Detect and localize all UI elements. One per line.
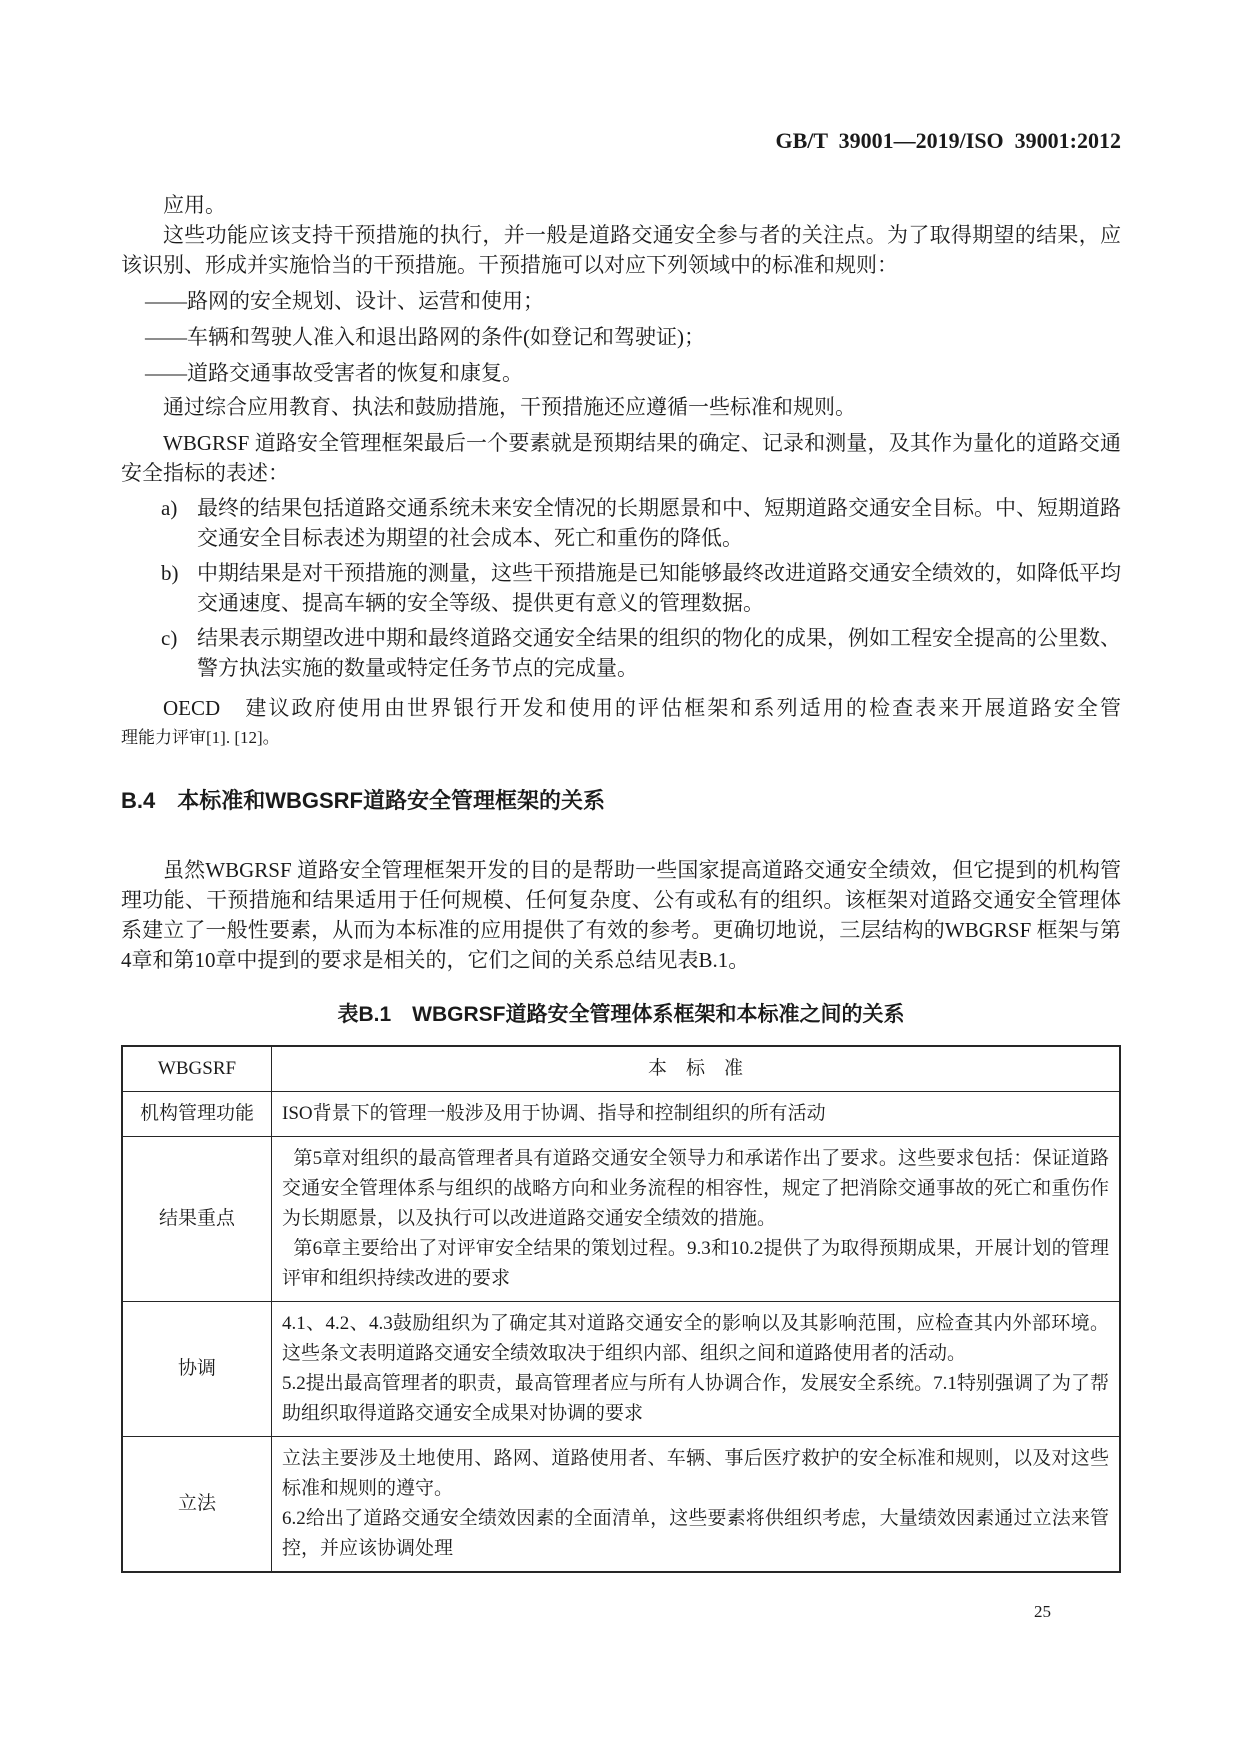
paragraph-wbgrsf: WBGRSF 道路安全管理框架最后一个要素就是预期结果的确定、记录和测量，及其作为量化的道路交通安全指标的表述： — [121, 431, 1121, 485]
list-label: a) — [161, 496, 178, 520]
list-text: 中期结果是对干预措施的测量，这些干预措施是已知能够最终改进道路交通安全绩效的，如降低平均交通速度、提高车辆的安全等级、提供更有意义的管理数据。 — [197, 561, 1121, 615]
table-caption: 表B.1 WBGRSF道路安全管理体系框架和本标准之间的关系 — [337, 1003, 905, 1026]
desc-cell — [272, 1302, 1121, 1437]
table-header-standard: 本 标 准 — [272, 1046, 1121, 1092]
dash-list-item: ——路网的安全规划、设计、运营和使用； — [145, 289, 544, 313]
list-label: c) — [161, 626, 178, 650]
dash-list-item: ——道路交通事故受害者的恢复和康复。 — [145, 361, 523, 385]
paragraph-oecd-line2: 理能力评审[1]. [12]。 — [121, 728, 280, 747]
desc-cell — [272, 1137, 1121, 1302]
term-cell: 结果重点 — [122, 1137, 272, 1302]
paragraph-section-b4: 虽然WBGRSF 道路安全管理框架开发的目的是帮助一些国家提高道路交通安全绩效，但它提到的机构管理功能、干预措施和结果适用于任何规模、任何复杂度、公有或私有的组织。该框架对道路交通安全管理体系建立了一般性要素，从而为本标准的应用提供了有效的参考。更确切地说，三层结构的WBGRSF 框架与第4章和第10章中提到的要求是相关的，它们之间的关系总结见表B.1。 — [121, 858, 1121, 972]
page-number: 25 — [1034, 1602, 1051, 1621]
page-content — [121, 0, 1121, 1573]
list-text: 结果表示期望改进中期和最终道路交通安全结果的组织的物化的成果，例如工程安全提高的公里数、警方执法实施的数量或特定任务节点的完成量。 — [197, 626, 1121, 680]
desc-paragraph: 第5章对组织的最高管理者具有道路交通安全领导力和承诺作出了要求。这些要求包括：保证道路交通安全管理体系与组织的战略方向和业务流程的相容性，规定了把消除交通事故的死亡和重伤作为长期愿景，以及执行可以改进道路交通安全绩效的措施。 — [282, 1148, 1109, 1229]
paragraph-application: 应用。 — [163, 193, 226, 217]
table-row — [122, 1137, 1120, 1302]
table-header-wbgsrf: WBGSRF — [122, 1046, 272, 1092]
desc-paragraph: 第6章主要给出了对评审安全结果的策划过程。9.3和10.2提供了为取得预期成果，开展计划的管理评审和组织持续改进的要求 — [282, 1238, 1109, 1289]
paragraph-oecd-line1: OECD 建议政府使用由世界银行开发和使用的评估框架和系列适用的检查表来开展道路安全管 — [163, 696, 1121, 720]
term-cell: 机构管理功能 — [122, 1092, 272, 1137]
lettered-list-item — [121, 558, 1121, 618]
lettered-list-item — [121, 623, 1121, 683]
term-cell: 立法 — [122, 1437, 272, 1573]
table-row — [122, 1302, 1120, 1437]
table-b1 — [121, 1045, 1121, 1573]
paragraph-education: 通过综合应用教育、执法和鼓励措施，干预措施还应遵循一些标准和规则。 — [163, 395, 856, 419]
term-cell: 协调 — [122, 1302, 272, 1437]
paragraph-intro: 这些功能应该支持干预措施的执行，并一般是道路交通安全参与者的关注点。为了取得期望的结果，应该识别、形成并实施恰当的干预措施。干预措施可以对应下列领域中的标准和规则： — [121, 223, 1121, 277]
desc-paragraph: 6.2给出了道路交通安全绩效因素的全面清单，这些要素将供组织考虑，大量绩效因素通过立法来管控，并应该协调处理 — [282, 1508, 1109, 1559]
section-heading-b4: B.4 本标准和WBGSRF道路安全管理框架的关系 — [121, 788, 606, 813]
table-header-row — [122, 1046, 1120, 1092]
desc-cell — [272, 1437, 1121, 1573]
desc-paragraph: ISO背景下的管理一般涉及用于协调、指导和控制组织的所有活动 — [282, 1103, 826, 1124]
lettered-list-item — [121, 493, 1121, 553]
list-label: b) — [161, 561, 179, 585]
desc-cell — [272, 1092, 1121, 1137]
desc-paragraph: 立法主要涉及土地使用、路网、道路使用者、车辆、事后医疗救护的安全标准和规则，以及对这些标准和规则的遵守。 — [282, 1448, 1109, 1499]
desc-paragraph: 4.1、4.2、4.3鼓励组织为了确定其对道路交通安全的影响以及其影响范围，应检查其内外部环境。这些条文表明道路交通安全绩效取决于组织内部、组织之间和道路使用者的活动。 — [282, 1313, 1109, 1364]
list-text: 最终的结果包括道路交通系统未来安全情况的长期愿景和中、短期道路交通安全目标。中、短期道路交通安全目标表述为期望的社会成本、死亡和重伤的降低。 — [197, 496, 1121, 550]
desc-paragraph: 5.2提出最高管理者的职责，最高管理者应与所有人协调合作，发展安全系统。7.1特别强调了为了帮助组织取得道路交通安全成果对协调的要求 — [282, 1373, 1109, 1424]
table-row — [122, 1437, 1120, 1573]
table-row — [122, 1092, 1120, 1137]
doc-code-header: GB/T 39001—2019/ISO 39001:2012 — [775, 128, 1121, 153]
dash-list-item: ——车辆和驾驶人准入和退出路网的条件(如登记和驾驶证)； — [145, 325, 705, 349]
